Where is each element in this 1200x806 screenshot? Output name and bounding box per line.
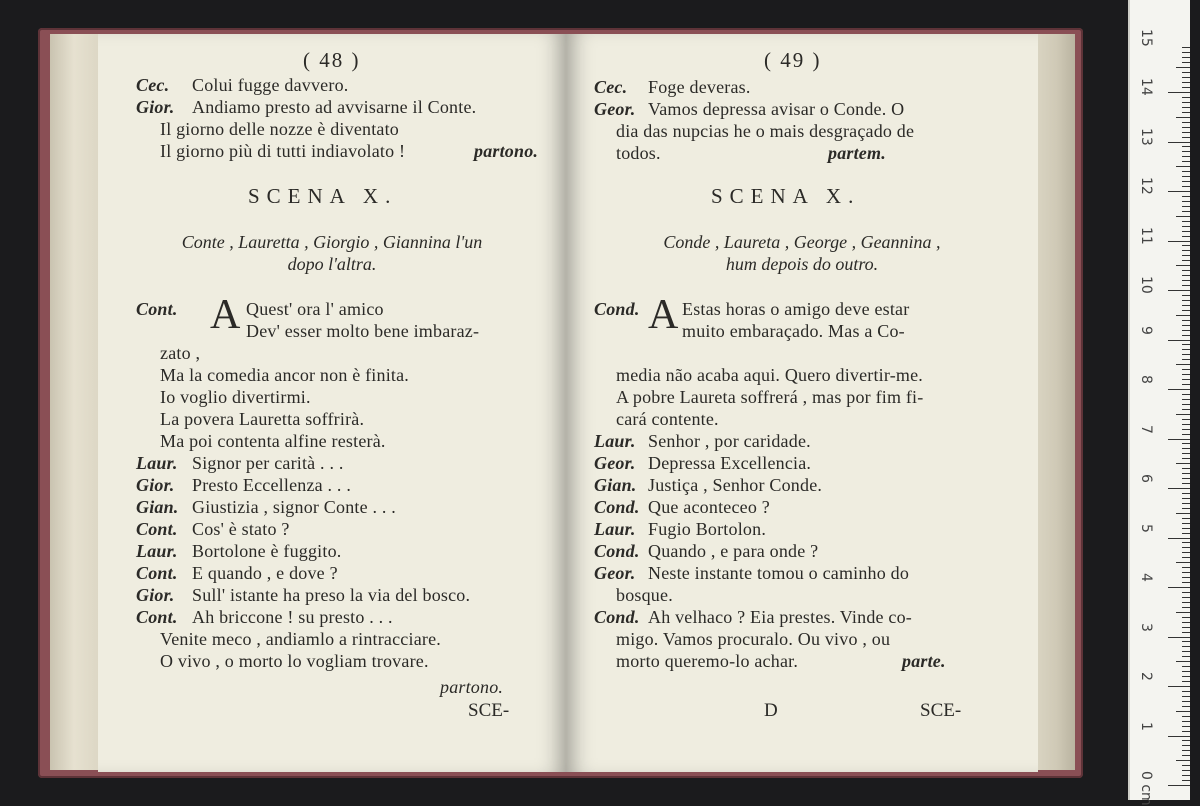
stage-direction: partem. [828,143,886,163]
ruler-tick [1182,255,1190,256]
ruler-tick [1168,785,1190,786]
ruler-tick [1182,641,1190,642]
ruler-tick [1182,399,1190,400]
ruler-number: 2 [1138,672,1154,681]
ruler-tick [1182,87,1190,88]
ruler-tick [1182,592,1190,593]
ruler-tick [1182,335,1190,336]
ruler-tick [1182,47,1190,48]
speaker-label: Gian. [136,497,179,517]
left-page [98,34,566,772]
ruler-tick [1176,711,1190,712]
ruler-tick [1182,775,1190,776]
ruler-tick [1182,780,1190,781]
text-line: E quando , e dove ? [192,563,338,583]
ruler-tick [1176,612,1190,613]
ruler-tick [1182,260,1190,261]
ruler-tick [1168,340,1190,341]
text-line: migo. Vamos procuralo. Ou vivo , ou [616,629,891,649]
ruler-tick [1182,325,1190,326]
ruler-tick [1176,562,1190,563]
ruler-tick [1182,226,1190,227]
ruler-tick [1182,132,1190,133]
text-line: Neste instante tomou o caminho do [648,563,910,583]
text-line: Bortolone è fuggito. [192,541,342,561]
ruler-number: 9 [1138,325,1154,335]
ruler-number: 13 [1138,127,1154,146]
ruler-number: 15 [1138,28,1154,47]
ruler-tick [1182,344,1190,345]
ruler-tick [1168,538,1190,539]
ruler-tick [1176,67,1190,68]
text-line: Que aconteceo ? [648,497,770,517]
ruler-tick [1168,191,1190,192]
ruler-tick [1182,681,1190,682]
ruler-number: 1 [1138,721,1154,731]
ruler-tick [1182,206,1190,207]
ruler-tick [1182,394,1190,395]
text-line: Fugio Bortolon. [648,519,767,539]
ruler-tick [1176,463,1190,464]
speaker-label: Cont. [136,563,178,583]
ruler-tick [1182,483,1190,484]
ruler-tick [1176,513,1190,514]
ruler-tick [1182,77,1190,78]
ruler-tick [1182,176,1190,177]
ruler-tick [1182,716,1190,717]
scene-title: SCENA X. [248,184,398,208]
ruler-number: 7 [1138,424,1154,434]
ruler-tick [1176,216,1190,217]
ruler-number: 11 [1138,226,1154,245]
text-line: todos. [616,143,661,163]
ruler-tick [1182,429,1190,430]
ruler-tick [1182,701,1190,702]
speaker-label: Cond. [594,497,640,517]
ruler-tick [1182,434,1190,435]
ruler-tick [1182,102,1190,103]
ruler-tick [1182,765,1190,766]
ruler-tick [1176,166,1190,167]
ruler-tick [1182,221,1190,222]
ruler-tick [1182,231,1190,232]
ruler-tick [1168,290,1190,291]
text-line: muito embaraçado. Mas a Co- [682,321,905,341]
ruler-tick [1182,97,1190,98]
speaker-label: Laur. [136,453,178,473]
ruler-tick [1182,211,1190,212]
ruler-tick [1182,300,1190,301]
drop-cap: A [210,292,241,338]
speaker-label: Cec. [136,75,170,95]
text-line: Il giorno delle nozze è diventato [160,119,400,139]
text-line: morto queremo-lo achar. [616,651,799,671]
ruler-tick [1182,270,1190,271]
ruler-tick [1182,726,1190,727]
ruler-tick [1182,349,1190,350]
ruler-tick [1182,250,1190,251]
text-line: Vamos depressa avisar o Conde. O [648,99,905,119]
speaker-label: Geor. [594,563,636,583]
text-line: Andiamo presto ad avvisarne il Conte. [192,97,477,117]
ruler-tick [1182,374,1190,375]
ruler-tick [1182,627,1190,628]
ruler-tick [1176,117,1190,118]
ruler-tick [1182,52,1190,53]
ruler-tick [1182,409,1190,410]
stage-direction: partono. [440,677,504,697]
ruler-tick [1182,448,1190,449]
text-line: Giustizia , signor Conte . . . [192,497,396,517]
ruler-tick [1182,354,1190,355]
text-line: Depressa Excellencia. [648,453,812,473]
ruler-tick [1182,523,1190,524]
ruler-tick [1182,577,1190,578]
ruler-number: 6 [1138,474,1154,483]
ruler-tick [1182,646,1190,647]
speaker-label: Cond. [594,299,640,319]
cast-line-2: hum depois do outro. [725,254,879,274]
ruler-tick [1182,127,1190,128]
ruler-tick [1182,236,1190,237]
ruler-tick [1182,473,1190,474]
ruler-number: 14 [1138,78,1154,96]
text-line: Ah velhaco ? Eia prestes. Vinde co- [648,607,912,627]
text-line: La povera Lauretta soffrirà. [160,409,365,429]
ruler-tick [1182,424,1190,425]
scene-title: SCENA X. [711,184,861,208]
right-page [566,34,1038,772]
ruler-tick [1182,607,1190,608]
speaker-label: Laur. [594,519,636,539]
ruler-tick [1182,171,1190,172]
speaker-label: Gian. [594,475,637,495]
speaker-label: Gior. [136,475,175,495]
speaker-label: Cont. [136,519,178,539]
ruler-tick [1182,310,1190,311]
ruler-tick [1182,676,1190,677]
speaker-label: Cond. [594,607,640,627]
ruler-tick [1182,146,1190,147]
ruler-tick [1182,330,1190,331]
speaker-label: Laur. [136,541,178,561]
text-line: Dev' esser molto bene imbaraz- [246,321,480,341]
ruler-tick [1182,572,1190,573]
ruler-tick [1182,72,1190,73]
ruler-number: 12 [1138,177,1154,195]
ruler-tick [1182,552,1190,553]
text-line: Ma la comedia ancor non è finita. [160,365,410,385]
text-line: Quest' ora l' amico [246,299,384,319]
text-line: Il giorno più di tutti indiavolato ! [160,141,406,161]
ruler-tick [1168,389,1190,390]
ruler-tick [1182,617,1190,618]
ruler-number: 8 [1138,375,1154,384]
ruler-tick [1182,528,1190,529]
ruler-tick [1182,137,1190,138]
speaker-label: Geor. [594,99,636,119]
ruler-tick [1182,651,1190,652]
ruler-tick [1182,696,1190,697]
speaker-label: Cec. [594,77,628,97]
ruler-tick [1176,414,1190,415]
ruler-tick [1182,478,1190,479]
page-number: ( 49 ) [764,48,822,72]
ruler-tick [1182,186,1190,187]
text-line: Ma poi contenta alfine resterà. [160,431,386,451]
ruler-tick [1182,508,1190,509]
text-line: media não acaba aqui. Quero divertir-me. [616,365,924,385]
ruler-tick [1182,404,1190,405]
ruler-tick [1182,671,1190,672]
speaker-label: Geor. [594,453,636,473]
speaker-label: Gior. [136,97,175,117]
ruler-tick [1182,468,1190,469]
ruler-tick [1182,582,1190,583]
speaker-label: Cond. [594,541,640,561]
ruler-tick [1182,305,1190,306]
page-number: ( 48 ) [303,48,361,72]
ruler-tick [1182,547,1190,548]
speaker-label: Gior. [136,585,175,605]
text-line: Foge deveras. [648,77,751,97]
text-line: Senhor , por caridade. [648,431,811,451]
ruler-tick [1182,156,1190,157]
ruler-tick [1182,245,1190,246]
ruler-tick [1182,632,1190,633]
ruler-tick [1182,770,1190,771]
ruler-tick [1182,542,1190,543]
ruler-tick [1182,122,1190,123]
ruler-tick [1176,364,1190,365]
ruler-tick [1182,151,1190,152]
ruler-tick [1176,760,1190,761]
ruler-tick [1182,161,1190,162]
ruler-tick [1182,280,1190,281]
ruler-tick [1182,458,1190,459]
ruler-tick [1182,112,1190,113]
ruler-number: 5 [1138,523,1154,533]
ruler-tick [1168,488,1190,489]
ruler-tick [1182,181,1190,182]
ruler-tick [1176,661,1190,662]
ruler-tick [1182,755,1190,756]
ruler-tick [1182,379,1190,380]
ruler-tick [1168,587,1190,588]
text-line: Ah briccone ! su presto . . . [192,607,393,627]
ruler-tick [1168,736,1190,737]
ruler-tick [1168,637,1190,638]
ruler-tick [1182,295,1190,296]
text-line: Signor per carità . . . [192,453,344,473]
measuring-ruler [1128,0,1190,806]
ruler-tick [1182,384,1190,385]
ruler-tick [1182,666,1190,667]
ruler-tick [1182,721,1190,722]
speaker-label: Cont. [136,299,178,319]
ruler-tick [1168,241,1190,242]
ruler-tick [1182,691,1190,692]
speaker-label: Laur. [594,431,636,451]
text-line: Justiça , Senhor Conde. [648,475,823,495]
ruler-number: 0 cm [1138,771,1154,806]
text-line: Io voglio divertirmi. [160,387,311,407]
ruler-tick [1182,107,1190,108]
ruler-tick [1182,275,1190,276]
ruler-tick [1182,656,1190,657]
ruler-tick [1182,750,1190,751]
ruler-number: 4 [1138,573,1154,582]
signature-mark: D [764,700,778,721]
catchword: SCE- [920,700,962,721]
ruler-tick [1182,82,1190,83]
ruler-tick [1182,731,1190,732]
ruler-tick [1182,285,1190,286]
ruler-tick [1182,493,1190,494]
ruler-tick [1168,686,1190,687]
ruler-tick [1182,557,1190,558]
text-line: Presto Eccellenza . . . [192,475,352,495]
ruler-tick [1182,453,1190,454]
ruler-tick [1182,196,1190,197]
ruler-tick [1182,597,1190,598]
ruler-tick [1168,439,1190,440]
ruler-tick [1182,745,1190,746]
ruler-tick [1182,201,1190,202]
ruler-tick [1182,320,1190,321]
text-line: Cos' è stato ? [192,519,290,539]
ruler-tick [1168,142,1190,143]
text-line: cará contente. [616,409,719,429]
text-line: bosque. [616,585,673,605]
text-line: Estas horas o amigo deve estar [682,299,910,319]
ruler-tick [1182,602,1190,603]
drop-cap: A [648,292,679,338]
cast-line-2: dopo l'altra. [287,254,377,274]
cast-line-1: Conde , Laureta , George , Geannina , [663,232,941,252]
ruler-tick [1182,57,1190,58]
ruler-tick [1182,443,1190,444]
text-line: Sull' istante ha preso la via del bosco. [192,585,471,605]
ruler-tick [1182,62,1190,63]
speaker-label: Cont. [136,607,178,627]
text-line: Quando , e para onde ? [648,541,819,561]
stage-direction: parte. [902,651,946,671]
text-line: O vivo , o morto lo vogliam trovare. [160,651,429,671]
text-line: A pobre Laureta soffrerá , mas por fim fi- [616,387,924,407]
ruler-tick [1182,533,1190,534]
ruler-tick [1176,265,1190,266]
ruler-tick [1182,518,1190,519]
text-line: dia das nupcias he o mais desgraçado de [616,121,915,141]
cast-line-1: Conte , Lauretta , Giorgio , Giannina l'un [181,232,483,252]
ruler-number: 10 [1138,276,1154,294]
text-line: Venite meco , andiamlo a rintracciare. [160,629,441,649]
ruler-tick [1182,359,1190,360]
ruler-number: 3 [1138,622,1154,632]
ruler-tick [1182,740,1190,741]
ruler-tick [1176,315,1190,316]
ruler-tick [1182,419,1190,420]
text-line: Colui fugge davvero. [192,75,349,95]
ruler-tick [1182,503,1190,504]
ruler-tick [1168,92,1190,93]
stage-direction: partono. [474,141,539,161]
ruler-tick [1182,498,1190,499]
ruler-tick [1182,706,1190,707]
ruler-tick [1182,622,1190,623]
catchword: SCE- [468,700,510,721]
ruler-tick [1182,567,1190,568]
ruler-tick [1182,369,1190,370]
text-line: zato , [160,343,201,363]
